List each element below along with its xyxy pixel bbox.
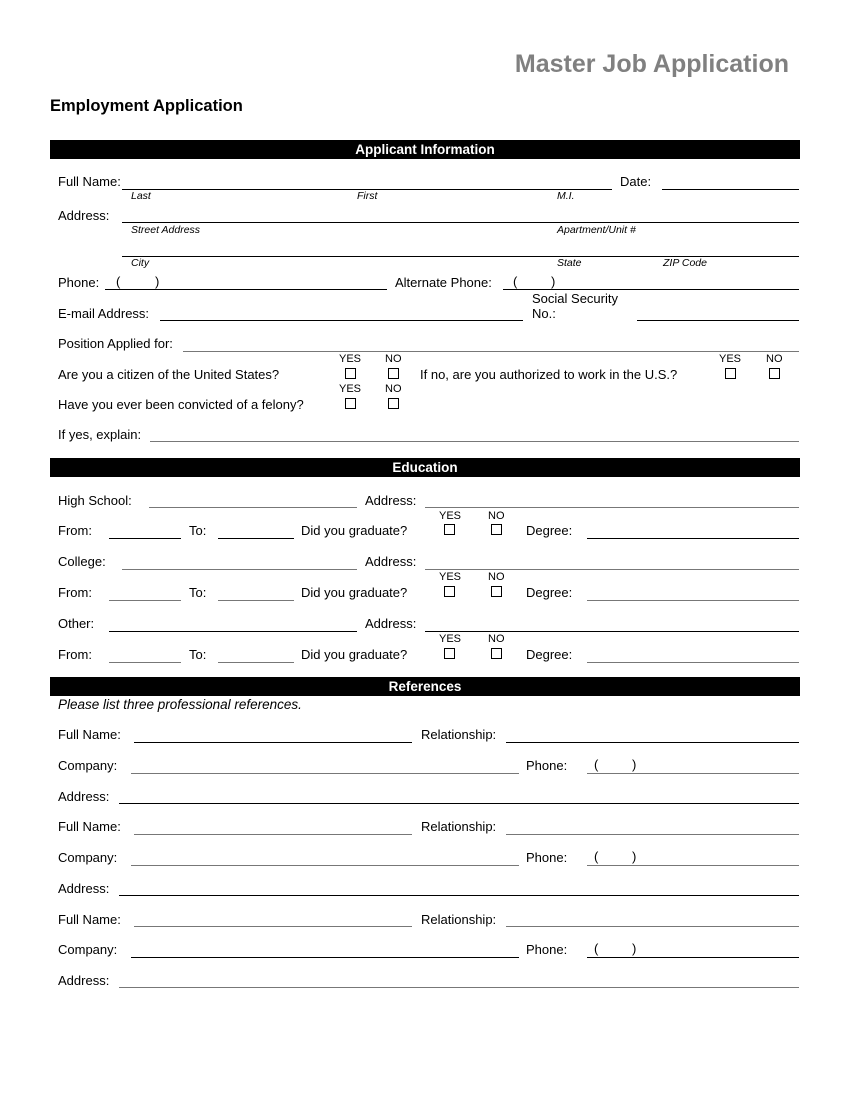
ref2-area-open: (: [594, 849, 599, 864]
ref1-area-close: ): [632, 757, 637, 772]
authorized-yes-checkbox[interactable]: [725, 368, 736, 379]
ref1-address-field[interactable]: [119, 803, 799, 804]
alt-phone-area-close: ): [551, 274, 556, 289]
ref3-area-open: (: [594, 941, 599, 956]
ref1-name-field[interactable]: [134, 742, 412, 743]
college-from-label: From:: [58, 585, 92, 600]
felony-no-label: NO: [385, 383, 402, 395]
ref3-name-label: Full Name:: [58, 912, 121, 927]
ref1-area-open: (: [594, 757, 599, 772]
hs-degree-label: Degree:: [526, 523, 573, 538]
other-address-label: Address:: [365, 616, 417, 631]
other-degree-label: Degree:: [526, 647, 573, 662]
explain-field[interactable]: [150, 441, 799, 442]
position-field[interactable]: [183, 351, 799, 352]
other-to-field[interactable]: [218, 662, 294, 663]
ref2-relationship-field[interactable]: [506, 834, 799, 835]
date-label: Date:: [620, 174, 652, 189]
felony-no-checkbox[interactable]: [388, 398, 399, 409]
email-field[interactable]: [160, 320, 523, 321]
college-field[interactable]: [122, 569, 357, 570]
college-from-field[interactable]: [109, 600, 181, 601]
references-instructions: Please list three professional references.: [58, 697, 302, 712]
hs-grad-no-checkbox[interactable]: [491, 524, 502, 535]
other-address-field[interactable]: [425, 631, 799, 632]
authorized-question: If no, are you authorized to work in the U.S.?: [420, 367, 678, 382]
high-school-field[interactable]: [149, 507, 357, 508]
citizen-yes-checkbox[interactable]: [345, 368, 356, 379]
ref3-address-label: Address:: [58, 973, 110, 988]
hs-grad-no-label: NO: [488, 510, 505, 522]
college-degree-field[interactable]: [587, 600, 799, 601]
ssn-label-line2: No.:: [532, 306, 556, 321]
first-name-caption: First: [357, 190, 378, 202]
apartment-caption: Apartment/Unit #: [557, 224, 636, 236]
alternate-phone-label: Alternate Phone:: [395, 275, 492, 290]
other-grad-no-label: NO: [488, 633, 505, 645]
high-school-label: High School:: [58, 493, 132, 508]
ref3-area-close: ): [632, 941, 637, 956]
full-name-label: Full Name:: [58, 174, 121, 189]
section-header-education: Education: [50, 458, 800, 477]
address-label: Address:: [58, 208, 110, 223]
ref2-company-field[interactable]: [131, 865, 519, 866]
ref2-company-label: Company:: [58, 850, 118, 865]
phone-label: Phone:: [58, 275, 100, 290]
felony-question: Have you ever been convicted of a felony?: [58, 397, 304, 412]
ref3-name-field[interactable]: [134, 926, 412, 927]
other-to-label: To:: [189, 647, 207, 662]
hs-from-field[interactable]: [109, 538, 181, 539]
ref2-address-field[interactable]: [119, 895, 799, 896]
phone-area-open: (: [116, 274, 121, 289]
college-grad-yes-checkbox[interactable]: [444, 586, 455, 597]
authorized-no-label: NO: [766, 353, 783, 365]
hs-grad-yes-checkbox[interactable]: [444, 524, 455, 535]
ref2-name-label: Full Name:: [58, 819, 121, 834]
ref1-phone-label: Phone:: [526, 758, 568, 773]
ref3-phone-label: Phone:: [526, 942, 568, 957]
state-caption: State: [557, 257, 582, 269]
ssn-label-line1: Social Security: [532, 291, 618, 306]
college-grad-yes-label: YES: [439, 571, 462, 583]
college-to-label: To:: [189, 585, 207, 600]
ref1-relationship-label: Relationship:: [421, 727, 497, 742]
other-degree-field[interactable]: [587, 662, 799, 663]
citizen-yes-label: YES: [339, 353, 362, 365]
authorized-yes-label: YES: [719, 353, 742, 365]
hs-grad-yes-label: YES: [439, 510, 462, 522]
street-address-field[interactable]: [122, 222, 799, 223]
phone-area-close: ): [155, 274, 160, 289]
middle-initial-caption: M.I.: [557, 190, 575, 202]
ref2-address-label: Address:: [58, 881, 110, 896]
document-title: Master Job Application: [514, 50, 789, 78]
high-school-address-field[interactable]: [425, 507, 799, 508]
ref2-phone-field[interactable]: [587, 865, 799, 866]
explain-label: If yes, explain:: [58, 427, 142, 442]
hs-from-label: From:: [58, 523, 92, 538]
college-degree-label: Degree:: [526, 585, 573, 600]
other-graduate-question: Did you graduate?: [301, 647, 408, 662]
other-grad-no-checkbox[interactable]: [491, 648, 502, 659]
citizen-no-checkbox[interactable]: [388, 368, 399, 379]
section-header-applicant: Applicant Information: [50, 140, 800, 159]
ref2-phone-label: Phone:: [526, 850, 568, 865]
college-graduate-question: Did you graduate?: [301, 585, 408, 600]
college-to-field[interactable]: [218, 600, 294, 601]
phone-field[interactable]: [105, 289, 387, 290]
date-field[interactable]: [662, 189, 799, 190]
hs-to-field[interactable]: [218, 538, 294, 539]
ref3-phone-field[interactable]: [587, 957, 799, 958]
ref1-company-label: Company:: [58, 758, 118, 773]
college-address-label: Address:: [365, 554, 417, 569]
felony-yes-checkbox[interactable]: [345, 398, 356, 409]
felony-yes-label: YES: [339, 383, 362, 395]
ref2-relationship-label: Relationship:: [421, 819, 497, 834]
authorized-no-checkbox[interactable]: [769, 368, 780, 379]
citizen-no-label: NO: [385, 353, 402, 365]
ref3-company-label: Company:: [58, 942, 118, 957]
citizen-question: Are you a citizen of the United States?: [58, 367, 280, 382]
ref1-address-label: Address:: [58, 789, 110, 804]
high-school-address-label: Address:: [365, 493, 417, 508]
ref1-relationship-field[interactable]: [506, 742, 799, 743]
last-name-caption: Last: [131, 190, 151, 202]
form-subtitle: Employment Application: [50, 97, 243, 115]
other-from-field[interactable]: [109, 662, 181, 663]
ref3-relationship-label: Relationship:: [421, 912, 497, 927]
hs-graduate-question: Did you graduate?: [301, 523, 408, 538]
alternate-phone-field[interactable]: [503, 289, 799, 290]
ref2-name-field[interactable]: [134, 834, 412, 835]
other-school-field[interactable]: [109, 631, 357, 632]
other-grad-yes-label: YES: [439, 633, 462, 645]
other-school-label: Other:: [58, 616, 95, 631]
zip-caption: ZIP Code: [663, 257, 707, 269]
college-label: College:: [58, 554, 106, 569]
college-grad-no-checkbox[interactable]: [491, 586, 502, 597]
hs-degree-field[interactable]: [587, 538, 799, 539]
ref1-name-label: Full Name:: [58, 727, 121, 742]
section-header-references: References: [50, 677, 800, 696]
position-label: Position Applied for:: [58, 336, 173, 351]
ref3-address-field[interactable]: [119, 987, 799, 988]
other-from-label: From:: [58, 647, 92, 662]
city-caption: City: [131, 257, 150, 269]
hs-to-label: To:: [189, 523, 207, 538]
ref1-phone-field[interactable]: [587, 773, 799, 774]
ref3-company-field[interactable]: [131, 957, 519, 958]
street-address-caption: Street Address: [131, 224, 201, 236]
college-grad-no-label: NO: [488, 571, 505, 583]
alt-phone-area-open: (: [513, 274, 518, 289]
ref2-area-close: ): [632, 849, 637, 864]
college-address-field[interactable]: [425, 569, 799, 570]
ref1-company-field[interactable]: [131, 773, 519, 774]
other-grad-yes-checkbox[interactable]: [444, 648, 455, 659]
ref3-relationship-field[interactable]: [506, 926, 799, 927]
ssn-field[interactable]: [637, 320, 799, 321]
email-label: E-mail Address:: [58, 306, 150, 321]
